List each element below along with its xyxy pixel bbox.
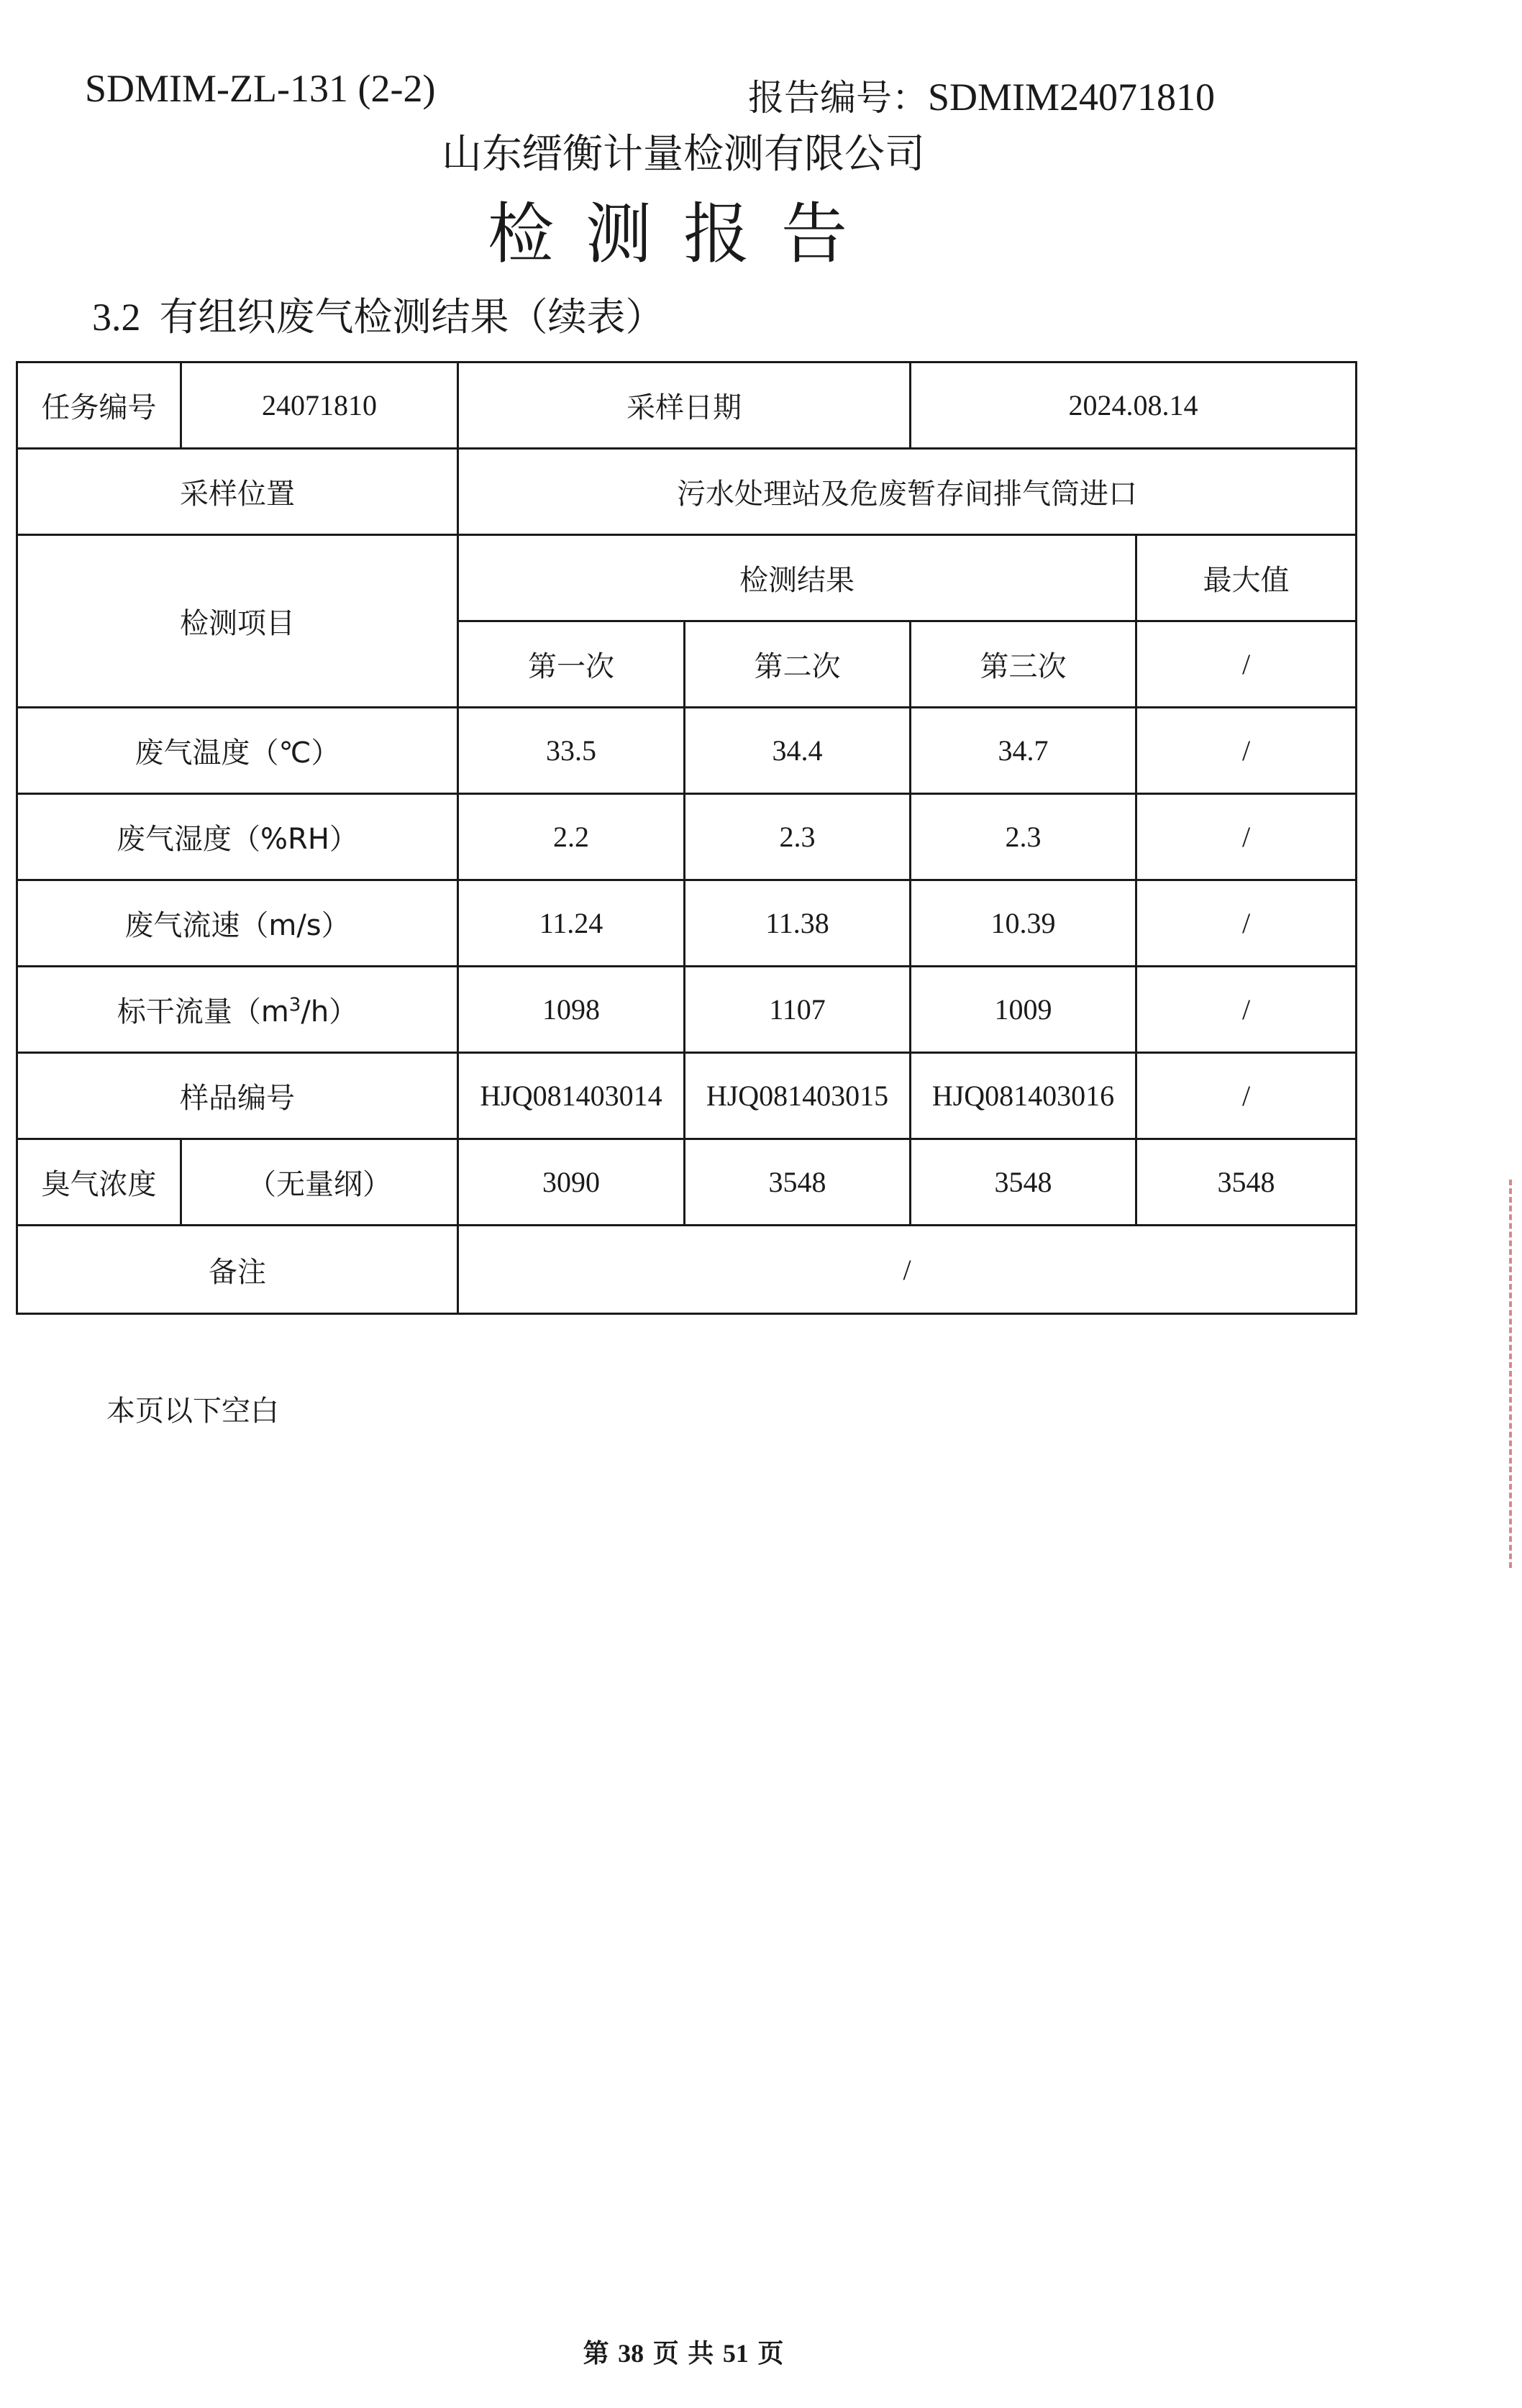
cell-max: 3548: [1136, 1139, 1357, 1226]
cell-value: 2.3: [685, 794, 911, 880]
cell-value: 11.38: [685, 880, 911, 967]
row-label: 标干流量$(m^3/h)$: [17, 967, 458, 1053]
company-name: 山东缙衡计量检测有限公司: [442, 131, 925, 178]
table-row: [17, 967, 1357, 1053]
odor-unit: （无量纲）: [181, 1139, 458, 1226]
cell-max: /: [1136, 794, 1357, 880]
cell-value: 34.7: [911, 708, 1136, 794]
table-row: [17, 449, 1357, 535]
seal-edge-mark: [1509, 1180, 1522, 1568]
table-row: [17, 880, 1357, 967]
task-no-label: 任务编号: [17, 362, 181, 449]
results-table: [16, 361, 1357, 1315]
section-number: 3.2: [92, 296, 141, 339]
cell-value: 11.24: [458, 880, 685, 967]
table-row: [17, 1226, 1357, 1314]
table-row: [17, 1053, 1357, 1139]
cell-value: 2.3: [911, 794, 1136, 880]
report-number: [748, 69, 1215, 121]
section-title: 有组织废气检测结果（续表）: [159, 294, 665, 339]
document-title: 检测报告: [487, 196, 879, 273]
max-slash: /: [1136, 621, 1357, 708]
item-label: 检测项目: [17, 535, 458, 708]
cell-value: 1098: [458, 967, 685, 1053]
cell-max: /: [1136, 1053, 1357, 1139]
run-2-label: 第二次: [685, 621, 911, 708]
run-3-label: 第三次: [911, 621, 1136, 708]
cell-value: 10.39: [911, 880, 1136, 967]
row-label: 废气湿度（%RH）: [17, 794, 458, 880]
page-total: 51: [722, 2339, 749, 2368]
cell-value: 3090: [458, 1139, 685, 1226]
location-label: 采样位置: [17, 449, 458, 535]
cell-max: /: [1136, 880, 1357, 967]
cell-value: HJQ081403016: [911, 1053, 1136, 1139]
row-label: 样品编号: [17, 1053, 458, 1139]
cell-value: HJQ081403014: [458, 1053, 685, 1139]
table-row: [17, 535, 1357, 621]
table-row: [17, 794, 1357, 880]
location-value: 污水处理站及危废暂存间排气筒进口: [458, 449, 1357, 535]
page-number: 38: [618, 2339, 644, 2368]
run-1-label: 第一次: [458, 621, 685, 708]
row-label: 废气温度（℃）: [17, 708, 458, 794]
remark-value: /: [458, 1226, 1357, 1314]
row-label: 废气流速（m/s）: [17, 880, 458, 967]
cell-value: 2.2: [458, 794, 685, 880]
cell-value: 33.5: [458, 708, 685, 794]
table-row: [17, 1139, 1357, 1226]
cell-max: /: [1136, 967, 1357, 1053]
form-code: SDMIM-ZL-131 (2-2): [85, 67, 436, 110]
task-no-value: 24071810: [181, 362, 458, 449]
cell-max: /: [1136, 708, 1357, 794]
odor-label: 臭气浓度: [17, 1139, 181, 1226]
blank-below-note: 本页以下空白: [106, 1395, 279, 1428]
cell-value: 34.4: [685, 708, 911, 794]
cell-value: 3548: [911, 1139, 1136, 1226]
sample-date-label: 采样日期: [458, 362, 911, 449]
cell-value: 3548: [685, 1139, 911, 1226]
table-row: [17, 362, 1357, 449]
table-row: [17, 708, 1357, 794]
cell-value: HJQ081403015: [685, 1053, 911, 1139]
remark-label: 备注: [17, 1226, 458, 1314]
report-number-label: 报告编号：: [748, 77, 928, 119]
results-label: 检测结果: [458, 535, 1136, 621]
sample-date-value: 2024.08.14: [911, 362, 1357, 449]
page-footer: 第 38 页 共 51 页: [583, 2338, 784, 2368]
report-number-value: SDMIM24071810: [928, 76, 1216, 119]
cell-value: 1009: [911, 967, 1136, 1053]
max-label: 最大值: [1136, 535, 1357, 621]
cell-value: 1107: [685, 967, 911, 1053]
section-heading: [92, 286, 665, 342]
